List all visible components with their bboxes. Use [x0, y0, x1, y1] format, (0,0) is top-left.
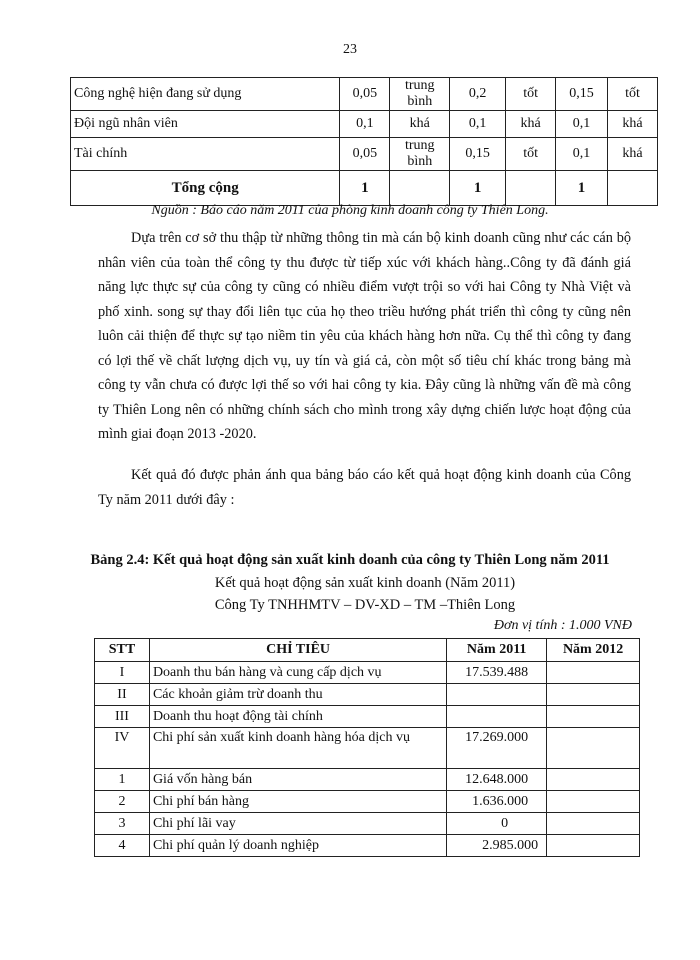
- company-name: Công Ty TNHHMTV – DV-XD – TM –Thiên Long: [214, 597, 516, 613]
- unit-note: Đơn vị tính : 1.000 VNĐ: [493, 618, 632, 633]
- weight-cell: 0,05: [340, 78, 390, 111]
- stt-cell: 4: [95, 835, 150, 857]
- business-results-table: [94, 638, 640, 857]
- stt-cell: 3: [95, 813, 150, 835]
- value-2012: [547, 835, 640, 857]
- table-row: [71, 78, 658, 111]
- rating-cell: trung bình: [390, 138, 450, 171]
- source-note: Nguồn : Báo cáo năm 2011 của phòng kinh doanh công ty Thiên Long.: [151, 203, 549, 218]
- total-label: Tổng cộng: [71, 171, 340, 206]
- rating-cell: khá: [608, 111, 658, 138]
- total-value: 1: [340, 171, 390, 206]
- criterion-cell: Tài chính: [71, 138, 340, 171]
- table-row: [95, 684, 640, 706]
- table-row: [95, 769, 640, 791]
- table-row: [95, 791, 640, 813]
- table-row: [95, 835, 640, 857]
- weight-cell: 0,2: [450, 78, 506, 111]
- value-2012: [547, 769, 640, 791]
- item-cell: Giá vốn hàng bán: [149, 769, 446, 791]
- item-cell: Chi phí lãi vay: [149, 813, 446, 835]
- total-value: 1: [450, 171, 506, 206]
- column-header: STT: [95, 639, 150, 662]
- table-caption: Bảng 2.4: Kết quả hoạt động sản xuất kinh doanh của công ty Thiên Long năm 2011: [90, 552, 610, 568]
- item-cell: Chi phí quản lý doanh nghiệp: [149, 835, 446, 857]
- stt-cell: IV: [95, 728, 150, 769]
- weight-cell: 0,1: [450, 111, 506, 138]
- stt-cell: 2: [95, 791, 150, 813]
- value-2012: [547, 813, 640, 835]
- rating-cell: khá: [390, 111, 450, 138]
- table-row: [95, 728, 640, 769]
- rating-cell: tốt: [506, 78, 556, 111]
- value-2011: [447, 684, 547, 706]
- criterion-cell: Đội ngũ nhân viên: [71, 111, 340, 138]
- table-row: [95, 662, 640, 684]
- value-2012: [547, 706, 640, 728]
- column-header: CHỈ TIÊU: [149, 639, 446, 662]
- stt-cell: I: [95, 662, 150, 684]
- table-row: [71, 111, 658, 138]
- column-header: Năm 2011: [447, 639, 547, 662]
- value-2011: 17.269.000: [447, 728, 547, 769]
- empty-cell: [506, 171, 556, 206]
- page-number: 23: [343, 42, 357, 57]
- value-2012: [547, 791, 640, 813]
- value-2012: [547, 662, 640, 684]
- value-2011: [447, 706, 547, 728]
- stt-cell: 1: [95, 769, 150, 791]
- empty-cell: [390, 171, 450, 206]
- weight-cell: 0,1: [340, 111, 390, 138]
- total-value: 1: [556, 171, 608, 206]
- competitor-comparison-table: [70, 77, 658, 206]
- value-2011: 0: [447, 813, 547, 835]
- rating-cell: tốt: [506, 138, 556, 171]
- item-cell: Các khoản giảm trừ doanh thu: [149, 684, 446, 706]
- value-2011: 17.539.488: [447, 662, 547, 684]
- rating-cell: trung bình: [390, 78, 450, 111]
- body-paragraph: Dựa trên cơ sở thu thập từ những thông tin mà cán bộ kinh doanh cũng như các cán bộ nhân viên của toàn thể công ty thu được từ tiếp xúc với khách hàng..Công ty đã đánh giá năng lực thực sự của công ty cũng có nhiều điểm vượt trội so với hai Công ty Nhà Việt và phố xinh. song sự thay đổi liên tục của họ theo triều hướng phát triển thì công ty cũng nên luôn cải thiện để thực sự tạo niềm tin yêu của khách hàng hơn nữa. Cụ thể thì công ty đang có lợi thế về chất lượng dịch vụ, uy tín và giá cả, còn một số tiêu chí khác trong bảng mà công ty vẫn chưa có được lợi thế so với hai công ty kia. Đây cũng là những vấn đề mà công ty Thiên Long nên có những chính sách cho mình trong xây dựng chiến lược hoạt động của mình giai đoạn 2013 -2020.: [98, 230, 631, 442]
- weight-cell: 0,05: [340, 138, 390, 171]
- value-2011: 1.636.000: [447, 791, 547, 813]
- weight-cell: 0,15: [450, 138, 506, 171]
- weight-cell: 0,1: [556, 138, 608, 171]
- value-2012: [547, 684, 640, 706]
- rating-cell: khá: [608, 138, 658, 171]
- weight-cell: 0,15: [556, 78, 608, 111]
- column-header: Năm 2012: [547, 639, 640, 662]
- rating-cell: tốt: [608, 78, 658, 111]
- total-row: [71, 171, 658, 206]
- header-row: [95, 639, 640, 662]
- weight-cell: 0,1: [556, 111, 608, 138]
- body-paragraph: Kết quả đó được phản ánh qua bảng báo cáo kết quả hoạt động kinh doanh của Công Ty năm 2011 dưới đây :: [98, 467, 631, 508]
- criterion-cell: Công nghệ hiện đang sử dụng: [71, 78, 340, 111]
- item-cell: Chi phí bán hàng: [149, 791, 446, 813]
- table-row: [95, 706, 640, 728]
- item-cell: Doanh thu hoạt động tài chính: [149, 706, 446, 728]
- table-row: [95, 813, 640, 835]
- stt-cell: III: [95, 706, 150, 728]
- empty-cell: [608, 171, 658, 206]
- table-subtitle: Kết quả hoạt động sản xuất kinh doanh (Năm 2011): [214, 575, 516, 591]
- stt-cell: II: [95, 684, 150, 706]
- value-2011: 2.985.000: [447, 835, 547, 857]
- value-2012: [547, 728, 640, 769]
- rating-cell: khá: [506, 111, 556, 138]
- table-row: [71, 138, 658, 171]
- item-cell: Doanh thu bán hàng và cung cấp dịch vụ: [149, 662, 446, 684]
- item-cell: Chi phí sản xuất kinh doanh hàng hóa dịch vụ: [149, 728, 446, 769]
- value-2011: 12.648.000: [447, 769, 547, 791]
